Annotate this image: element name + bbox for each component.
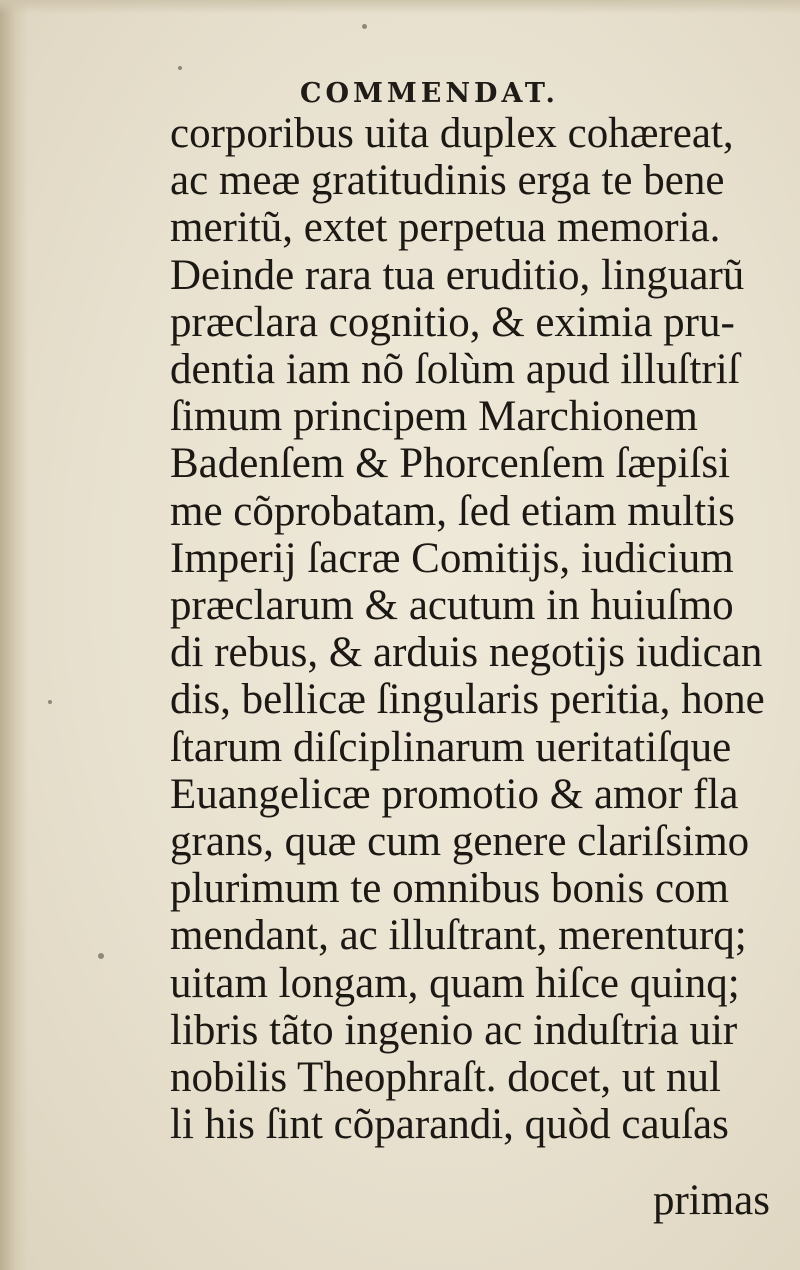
binding-gutter bbox=[0, 0, 28, 1270]
text-line: ac meæ gratitudinis erga te bene bbox=[170, 157, 725, 205]
text-line: corporibus uita duplex cohæreat, bbox=[170, 110, 734, 157]
text-line: mendant, ac illuſtrant, merenturq; bbox=[170, 912, 747, 960]
ink-speck bbox=[362, 24, 367, 29]
page-top-edge bbox=[0, 0, 800, 14]
text-line: Deinde rara tua eruditio, linguarũ bbox=[170, 251, 745, 299]
text-line: ſtarum diſciplinarum ueritatiſque bbox=[170, 723, 732, 771]
text-line: meritũ, extet perpetua memoria. bbox=[170, 204, 721, 252]
catchword: primas bbox=[652, 1177, 770, 1224]
ink-speck bbox=[98, 953, 104, 959]
text-line: plurimum te omnibus bonis com bbox=[170, 865, 729, 913]
text-line: præclara cognitio, & eximia pru- bbox=[170, 298, 735, 346]
text-line: nobilis Theophraſt. docet, ut nul bbox=[170, 1054, 721, 1102]
text-line: Euangelicæ promotio & amor fla bbox=[170, 770, 739, 818]
text-line: libris tãto ingenio ac induſtria uir bbox=[170, 1006, 738, 1054]
text-line: dentia iam nõ ſolùm apud illuſtriſ bbox=[170, 346, 740, 394]
body-text bbox=[170, 110, 775, 1148]
text-line: grans, quæ cum genere clariſsimo bbox=[170, 818, 750, 866]
ink-speck bbox=[48, 700, 52, 704]
text-line: li his ſint cõparandi, quòd cauſas bbox=[170, 1101, 729, 1149]
ink-speck bbox=[178, 66, 182, 70]
text-line: di rebus, & arduis negotijs iudican bbox=[170, 629, 763, 677]
text-line: dis, bellicæ ſingularis peritia, hone bbox=[170, 676, 765, 724]
text-line: me cõprobatam, ſed etiam multis bbox=[170, 487, 735, 535]
text-line: præclarum & acutum in huiuſmo bbox=[170, 582, 734, 630]
text-line: uitam longam, quam hiſce quinq; bbox=[170, 959, 740, 1007]
text-line: ſimum principem Marchionem bbox=[170, 393, 698, 441]
text-line: Imperij ſacræ Comitijs, iudicium bbox=[170, 534, 734, 582]
running-head: COMMENDAT. bbox=[300, 78, 559, 109]
text-line: Badenſem & Phorcenſem ſæpiſsi bbox=[170, 440, 731, 488]
